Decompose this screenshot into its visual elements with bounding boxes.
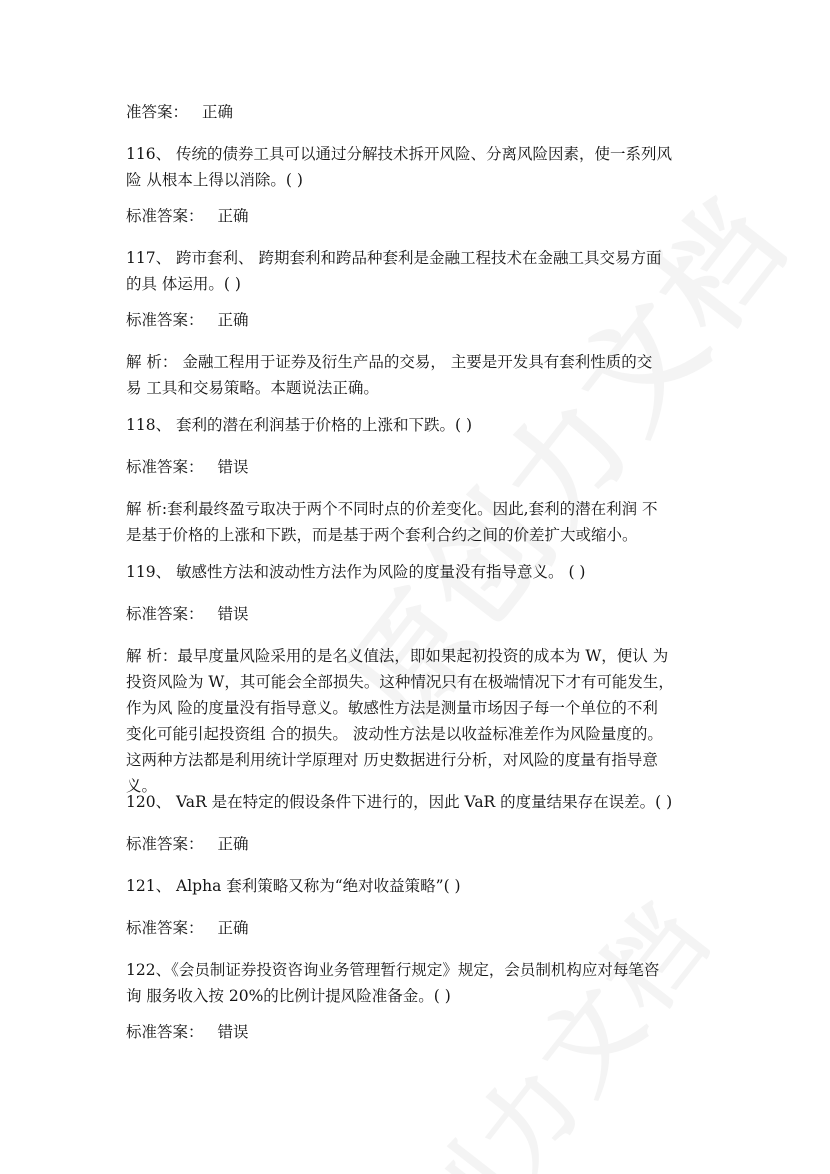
analysis-119 [126,643,726,799]
answer-value: 错误 [217,458,249,476]
answer-label: 标准答案： [126,919,204,937]
text-line: 易 工具和交易策略。本题说法正确。 [126,379,379,397]
text-line: 解 析：最早度量风险采用的是名义值法，即如果起初投资的成本为 W，便认 为 [126,647,669,665]
analysis-117 [126,349,726,401]
text-line: 121、 Alpha 套利策略又称为“绝对收益策略”( ) [126,877,461,895]
question-117 [126,245,726,297]
text-line: 122、《会员制证券投资咨询业务管理暂行规定》规定，会员制机构应对每笔咨 [126,961,660,979]
text-line: 义。 [126,777,158,795]
answer-label: 标准答案： [126,207,204,225]
text-line: 118、 套利的潜在利润基于价格的上涨和下跌。( ) [126,416,473,434]
answer-line [126,831,726,857]
text-line: 作为风 险的度量没有指导意义。敏感性方法是测量市场因子每一个单位的不利 [126,699,658,717]
text-line: 询 服务收入按 20%的比例计提风险准备金。( ) [126,987,451,1005]
text-line: 116、 传统的债券工具可以通过分解技术拆开风险、分离风险因素，使一系列风 [126,145,673,163]
answer-value: 正确 [217,835,249,853]
question-119 [126,559,726,585]
answer-label: 标准答案： [126,605,204,623]
answer-label: 标准答案： [126,311,204,329]
answer-line [126,203,726,229]
answer-line [126,307,726,333]
text-line: 变化可能引起投资组 合的损失。 波动性方法是以收益标准差作为风险量度的。 [126,725,663,743]
answer-value: 错误 [217,1023,249,1041]
text-line: 的具 体运用。( ) [126,275,241,293]
answer-value: 错误 [217,605,249,623]
answer-label: 准答案： [126,103,189,121]
question-120 [126,789,726,815]
question-116 [126,141,726,193]
text-line: 解 析： 金融工程用于证券及衍生产品的交易， 主要是开发具有套利性质的交 [126,353,653,371]
text-line: 119、 敏感性方法和波动性方法作为风险的度量没有指导意义。 ( ) [126,563,586,581]
answer-label: 标准答案： [126,458,204,476]
answer-value: 正确 [217,311,249,329]
answer-line [126,915,726,941]
question-118 [126,412,726,438]
text-line: 这两种方法都是利用统计学原理对 历史数据进行分析，对风险的度量有指导意 [126,751,658,769]
text-line: 投资风险为 W，其可能会全部损失。这种情况只有在极端情况下才有可能发生， [126,673,674,691]
text-line: 解 析:套利最终盈亏取决于两个不同时点的价差变化。因此,套利的潜在利润 不 [126,500,658,518]
answer-value: 正确 [217,207,249,225]
answer-line [126,601,726,627]
answer-value: 正确 [202,103,234,121]
answer-line [126,454,726,480]
text-line: 117、 跨市套利、 跨期套利和跨品种套利是金融工程技术在金融工具交易方面 [126,249,662,267]
text-line: 是基于价格的上涨和下跌，而是基于两个套利合约之间的价差扩大或缩小。 [126,526,638,544]
answer-line [126,99,726,125]
answer-value: 正确 [217,919,249,937]
text-line: 120、 VaR 是在特定的假设条件下进行的，因此 VaR 的度量结果存在误差。( ) [126,793,673,811]
question-121 [126,873,726,899]
answer-line [126,1019,726,1045]
text-line: 险 从根本上得以消除。( ) [126,171,303,189]
answer-label: 标准答案： [126,835,204,853]
question-122 [126,957,726,1009]
analysis-118 [126,496,726,548]
answer-label: 标准答案： [126,1023,204,1041]
